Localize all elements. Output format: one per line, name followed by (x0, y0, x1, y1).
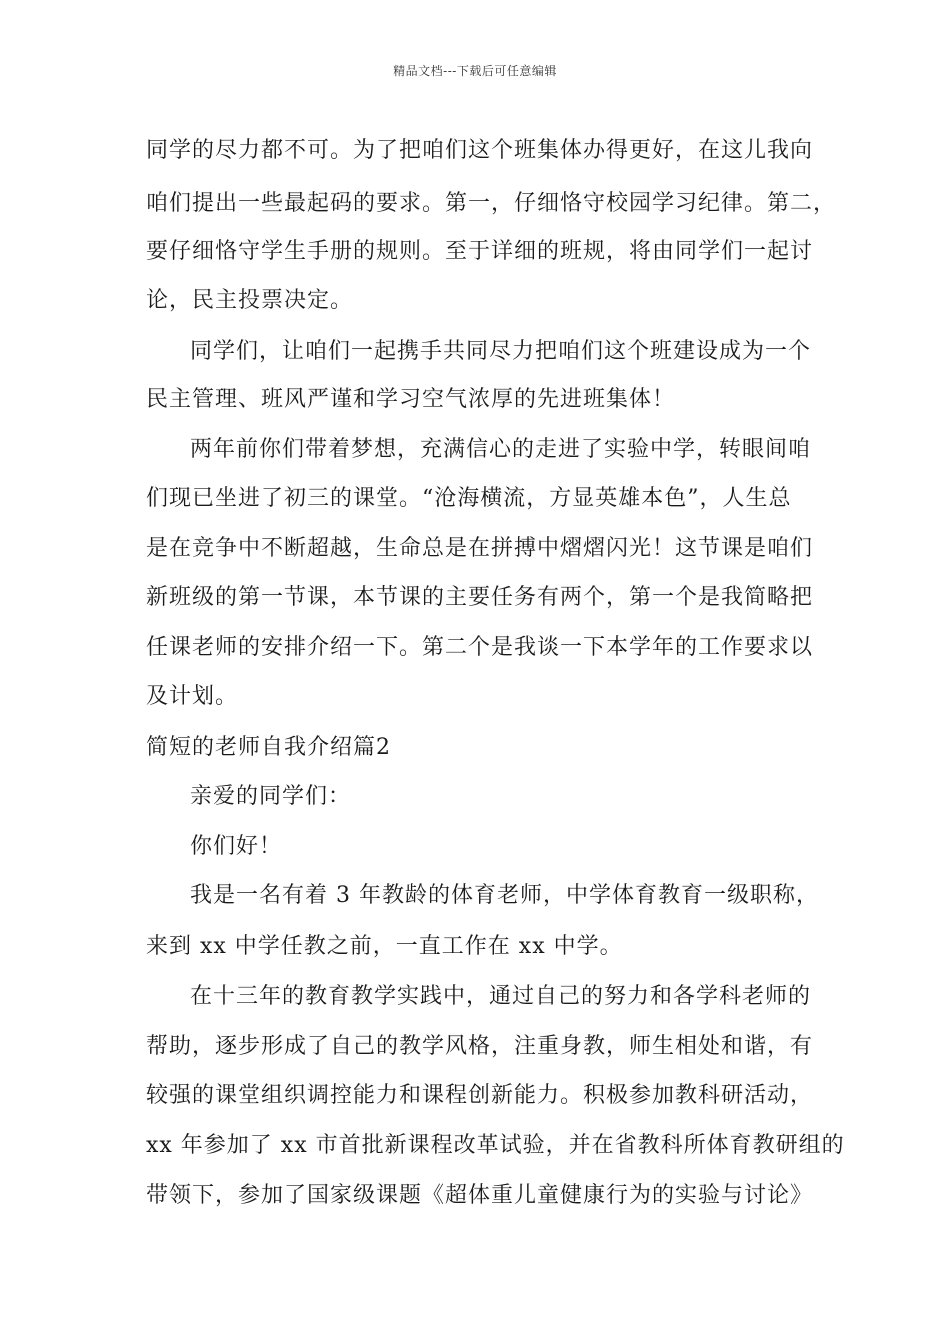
paragraph-line: 民主管理、班风严谨和学习空气浓厚的先进班集体！ (146, 387, 676, 412)
salutation-line: 亲爱的同学们： (190, 784, 352, 809)
section-heading: 简短的老师自我介绍篇2 (146, 735, 391, 760)
paragraph-line: 来到 xx 中学任教之前，一直工作在 xx 中学。 (146, 934, 623, 959)
paragraph-line: 新班级的第一节课，本节课的主要任务有两个，第一个是我简略把 (146, 585, 814, 610)
paragraph-line: 我是一名有着 3 年教龄的体育老师，中学体育教育一级职称， (190, 883, 819, 908)
paragraph-line: 同学们，让咱们一起携手共同尽力把咱们这个班建设成为一个 (190, 339, 812, 364)
paragraph-line: 在十三年的教育教学实践中，通过自己的努力和各学科老师的 (190, 984, 812, 1009)
paragraph-line: 们现已坐进了初三的课堂。“沧海横流，方显英雄本色”，人生总 (146, 486, 792, 511)
paragraph-line: 论，民主投票决定。 (146, 288, 354, 313)
page-header: 精品文档---下载后可任意编辑 (393, 64, 557, 78)
paragraph-line: 带领下，参加了国家级课题《超体重儿童健康行为的实验与讨论》 (146, 1183, 814, 1208)
paragraph-line: 是在竞争中不断超越，生命总是在拼搏中熠熠闪光！这节课是咱们 (146, 536, 814, 561)
paragraph-line: 较强的课堂组织调控能力和课程创新能力。积极参加教科研活动， (146, 1083, 814, 1108)
paragraph-line: 咱们提出一些最起码的要求。第一，仔细恪守校园学习纪律。第二， (146, 191, 837, 216)
paragraph-line: 任课老师的安排介绍一下。第二个是我谈一下本学年的工作要求以 (146, 635, 814, 660)
paragraph-line: 要仔细恪守学生手册的规则。至于详细的班规，将由同学们一起讨 (146, 239, 814, 264)
greeting-line: 你们好！ (190, 834, 283, 859)
paragraph-line: 及计划。 (146, 684, 239, 709)
paragraph-line: 两年前你们带着梦想，充满信心的走进了实验中学，转眼间咱 (190, 437, 812, 462)
paragraph-line: 帮助，逐步形成了自己的教学风格，注重身教，师生相处和谐，有 (146, 1034, 814, 1059)
paragraph-line: xx 年参加了 xx 市首批新课程改革试验，并在省教科所体育教研组的 (146, 1133, 845, 1158)
paragraph-line: 同学的尽力都不可。为了把咱们这个班集体办得更好，在这儿我向 (146, 138, 814, 163)
